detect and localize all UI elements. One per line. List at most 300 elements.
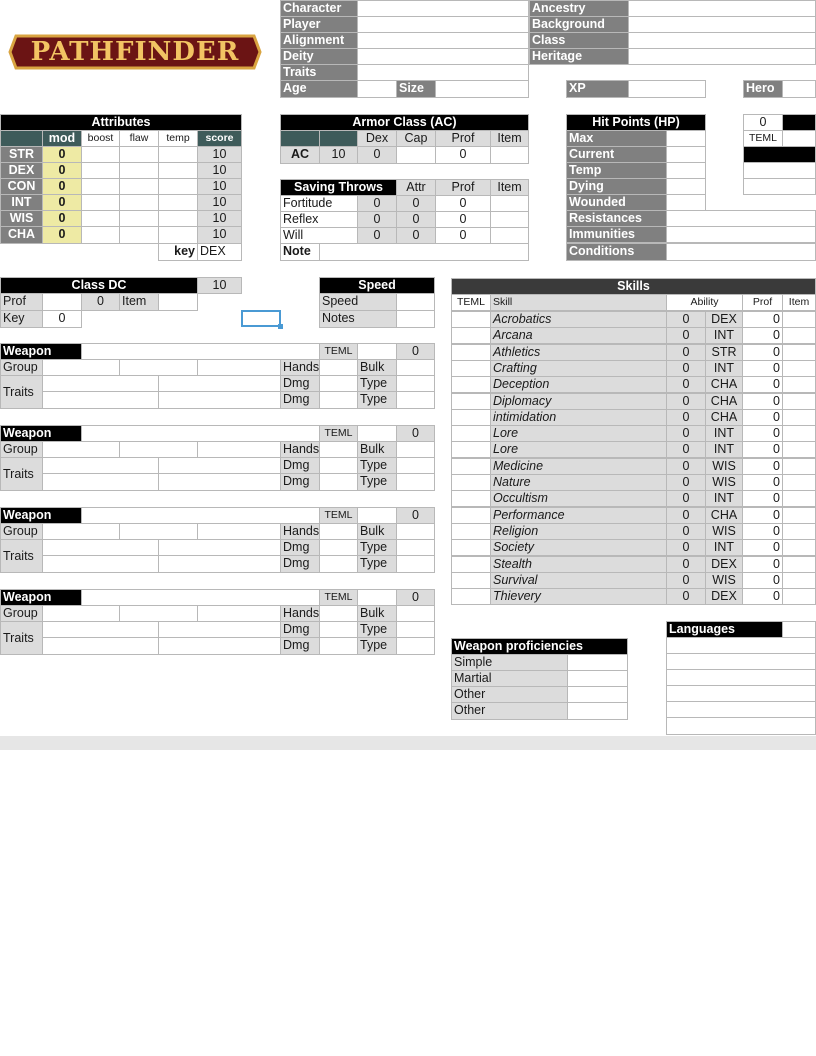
languages-header-field[interactable] — [782, 621, 816, 638]
weapon-dmg-field[interactable] — [319, 473, 358, 491]
skill-ability: CHA — [705, 393, 743, 410]
class-label: Class — [529, 32, 629, 49]
weapon-trait-field[interactable] — [158, 637, 281, 655]
weapon-name-field[interactable] — [81, 343, 320, 360]
hp-current-label: Current — [566, 146, 667, 163]
skill-prof[interactable]: 0 — [742, 327, 783, 344]
weapon-trait-field[interactable] — [158, 473, 281, 491]
hp-resistances-field[interactable] — [666, 210, 816, 227]
attribute-temp[interactable] — [158, 146, 198, 163]
weapon-group-field-2[interactable] — [119, 441, 198, 458]
save-header-prof: Prof — [435, 179, 491, 196]
skill-teml-field[interactable] — [451, 490, 491, 507]
skill-item-field[interactable] — [782, 474, 816, 491]
skill-item-field[interactable] — [782, 393, 816, 410]
skill-teml-field[interactable] — [451, 556, 491, 573]
save-item[interactable] — [490, 195, 529, 212]
weapon-title: Weapon — [0, 507, 82, 524]
weapon-trait-field[interactable] — [158, 621, 281, 638]
ac-header-prof: Prof — [435, 130, 491, 147]
weapon-type-field[interactable] — [396, 555, 435, 573]
skill-prof[interactable]: 0 — [742, 556, 783, 573]
skill-teml-field[interactable] — [451, 523, 491, 540]
speed-label: Speed — [319, 293, 397, 311]
age-label: Age — [280, 80, 358, 98]
proficiency-simple-field[interactable] — [567, 654, 628, 671]
hp-immunities-field[interactable] — [666, 226, 816, 243]
xp-field[interactable] — [628, 80, 706, 98]
hp-dying-label: Dying — [566, 178, 667, 195]
character-field[interactable] — [357, 0, 529, 17]
weapon-teml-label: TEML — [319, 507, 358, 524]
side-field-1[interactable] — [743, 162, 816, 179]
skill-teml-field[interactable] — [451, 425, 491, 442]
skill-teml-field[interactable] — [451, 393, 491, 410]
weapon-dmg-field[interactable] — [319, 457, 358, 474]
weapon-type-label: Type — [357, 637, 397, 655]
weapon-group-field[interactable] — [42, 605, 120, 622]
skill-name: Society — [490, 539, 667, 556]
skill-prof[interactable]: 0 — [742, 344, 783, 361]
skill-item-field[interactable] — [782, 441, 816, 458]
skill-name: Athletics — [490, 344, 667, 361]
skill-item-field[interactable] — [782, 376, 816, 393]
weapon-group-label: Group — [0, 359, 43, 376]
weapon-teml-label: TEML — [319, 343, 358, 360]
side-field-2[interactable] — [743, 178, 816, 195]
selected-cell-highlight[interactable] — [241, 310, 281, 327]
skill-modifier: 0 — [666, 344, 706, 361]
weapon-type-field[interactable] — [396, 539, 435, 556]
weapon-hands-label: Hands — [280, 359, 320, 376]
weapon-attack-value: 0 — [396, 589, 435, 606]
weapon-hands-label: Hands — [280, 523, 320, 540]
weapon-type-field[interactable] — [396, 637, 435, 655]
key-attribute-value[interactable]: DEX — [197, 243, 242, 261]
weapon-bulk-field[interactable] — [396, 441, 435, 458]
skill-item-field[interactable] — [782, 360, 816, 377]
ancestry-field[interactable] — [628, 0, 816, 17]
background-label: Background — [529, 16, 629, 33]
weapon-type-label: Type — [357, 555, 397, 573]
class-dc-key-value[interactable]: 0 — [42, 310, 82, 328]
speed-notes-label: Notes — [319, 310, 397, 328]
skill-item-field[interactable] — [782, 311, 816, 328]
skill-item-field[interactable] — [782, 556, 816, 573]
attribute-name: DEX — [0, 162, 43, 179]
save-attr: 0 — [396, 195, 436, 212]
language-field[interactable] — [666, 701, 816, 718]
weapon-dmg-field[interactable] — [319, 621, 358, 638]
skill-teml-field[interactable] — [451, 344, 491, 361]
skill-prof[interactable]: 0 — [742, 572, 783, 589]
weapon-group-field-3[interactable] — [197, 523, 281, 540]
language-field[interactable] — [666, 717, 816, 735]
weapon-hands-label: Hands — [280, 605, 320, 622]
skill-item-field[interactable] — [782, 327, 816, 344]
save-prof[interactable]: 0 — [435, 211, 491, 228]
class-dc-blank[interactable] — [42, 293, 82, 311]
attribute-score: 10 — [197, 226, 242, 244]
attribute-flaw[interactable] — [119, 194, 159, 211]
skill-item-field[interactable] — [782, 425, 816, 442]
skill-teml-field[interactable] — [451, 458, 491, 475]
skill-modifier: 0 — [666, 441, 706, 458]
skill-teml-field[interactable] — [451, 441, 491, 458]
skill-ability: DEX — [705, 556, 743, 573]
skill-item-field[interactable] — [782, 523, 816, 540]
weapon-bulk-field[interactable] — [396, 359, 435, 376]
size-label: Size — [396, 80, 436, 98]
save-note-label: Note — [280, 243, 320, 261]
attribute-name: WIS — [0, 210, 43, 227]
background-field[interactable] — [628, 16, 816, 33]
size-field[interactable] — [435, 80, 529, 98]
hp-current-field[interactable] — [666, 146, 706, 163]
age-field[interactable] — [357, 80, 397, 98]
weapon-hands-field[interactable] — [319, 359, 358, 376]
attribute-flaw[interactable] — [119, 178, 159, 195]
weapon-dmg-field[interactable] — [319, 637, 358, 655]
skill-ability: WIS — [705, 458, 743, 475]
weapon-name-field[interactable] — [81, 507, 320, 524]
skill-modifier: 0 — [666, 490, 706, 507]
saving-throws-title: Saving Throws — [280, 179, 397, 196]
attribute-boost[interactable] — [81, 178, 120, 195]
weapon-hands-field[interactable] — [319, 605, 358, 622]
weapon-teml-field[interactable] — [357, 589, 397, 606]
ac-header-item: Item — [490, 130, 529, 147]
attributes-title: Attributes — [0, 114, 242, 131]
language-field[interactable] — [666, 653, 816, 670]
class-dc-item-field[interactable] — [158, 293, 198, 311]
save-prof[interactable]: 0 — [435, 227, 491, 244]
skill-teml-field[interactable] — [451, 327, 491, 344]
ac-dex-value: 0 — [357, 146, 397, 164]
save-header-item: Item — [490, 179, 529, 196]
weapon-dmg-field[interactable] — [319, 555, 358, 573]
skill-ability: CHA — [705, 507, 743, 524]
attribute-score: 10 — [197, 178, 242, 195]
skill-teml-field[interactable] — [451, 572, 491, 589]
attribute-flaw[interactable] — [119, 226, 159, 244]
skill-ability: CHA — [705, 409, 743, 426]
weapon-type-field[interactable] — [396, 621, 435, 638]
speed-notes-field[interactable] — [396, 310, 435, 328]
ac-label: AC — [280, 146, 320, 164]
skill-name: Medicine — [490, 458, 667, 475]
save-name: Will — [280, 227, 358, 244]
skill-teml-field[interactable] — [451, 539, 491, 556]
save-item[interactable] — [490, 211, 529, 228]
weapon-trait-field[interactable] — [42, 539, 159, 556]
skill-ability: DEX — [705, 588, 743, 605]
weapon-group-field[interactable] — [42, 359, 120, 376]
weapon-type-label: Type — [357, 539, 397, 556]
weapon-dmg-field[interactable] — [319, 539, 358, 556]
language-field[interactable] — [666, 669, 816, 686]
attribute-temp[interactable] — [158, 194, 198, 211]
skill-ability: STR — [705, 344, 743, 361]
weapon-type-field[interactable] — [396, 473, 435, 491]
proficiency-simple-label: Simple — [451, 654, 568, 671]
skill-prof[interactable]: 0 — [742, 393, 783, 410]
weapon-group-field[interactable] — [42, 441, 120, 458]
attribute-mod: 0 — [42, 226, 82, 244]
skill-name: Diplomacy — [490, 393, 667, 410]
weapon-trait-field[interactable] — [42, 457, 159, 474]
traits-field[interactable] — [357, 64, 529, 81]
skill-teml-field[interactable] — [451, 360, 491, 377]
weapon-type-label: Type — [357, 473, 397, 491]
attr-header-temp: temp — [158, 130, 198, 147]
attribute-boost[interactable] — [81, 194, 120, 211]
attribute-boost[interactable] — [81, 210, 120, 227]
ac-item-field[interactable] — [490, 146, 529, 164]
weapon-group-field-3[interactable] — [197, 605, 281, 622]
weapon-teml-field[interactable] — [357, 425, 397, 442]
hp-resistances-label: Resistances — [566, 210, 667, 227]
save-total: 0 — [357, 227, 397, 244]
weapon-dmg-label: Dmg — [280, 539, 320, 556]
hp-dying-field[interactable] — [666, 178, 706, 195]
save-header-attr: Attr — [396, 179, 436, 196]
proficiency-martial-field[interactable] — [567, 670, 628, 687]
hp-temp-field[interactable] — [666, 162, 706, 179]
logo-text: PATHFINDER — [30, 37, 240, 67]
skill-name: Stealth — [490, 556, 667, 573]
weapon-bulk-label: Bulk — [357, 523, 397, 540]
weapon-type-field[interactable] — [396, 391, 435, 409]
skill-modifier: 0 — [666, 458, 706, 475]
skill-modifier: 0 — [666, 425, 706, 442]
weapon-trait-field[interactable] — [158, 375, 281, 392]
hp-max-field[interactable] — [666, 130, 706, 147]
weapon-trait-field[interactable] — [158, 539, 281, 556]
weapon-dmg-label: Dmg — [280, 621, 320, 638]
languages-title: Languages — [666, 621, 783, 638]
skill-prof[interactable]: 0 — [742, 311, 783, 328]
attribute-score: 10 — [197, 162, 242, 179]
skill-name: Acrobatics — [490, 311, 667, 328]
proficiency-other-field-2[interactable] — [567, 702, 628, 720]
skill-prof[interactable]: 0 — [742, 376, 783, 393]
weapon-group-field-2[interactable] — [119, 523, 198, 540]
skill-prof[interactable]: 0 — [742, 425, 783, 442]
class-dc-prof-value[interactable]: 0 — [81, 293, 120, 311]
skill-teml-field[interactable] — [451, 474, 491, 491]
hp-wounded-field[interactable] — [666, 194, 706, 211]
attribute-flaw[interactable] — [119, 162, 159, 179]
hero-field[interactable] — [782, 80, 816, 98]
skill-item-field[interactable] — [782, 572, 816, 589]
weapon-type-label: Type — [357, 391, 397, 409]
skills-header-prof: Prof — [742, 294, 783, 311]
save-note-field[interactable] — [319, 243, 529, 261]
weapon-trait-field[interactable] — [42, 637, 159, 655]
skill-modifier: 0 — [666, 393, 706, 410]
skill-prof[interactable]: 0 — [742, 539, 783, 556]
attribute-temp[interactable] — [158, 178, 198, 195]
attribute-mod: 0 — [42, 146, 82, 163]
weapon-bulk-label: Bulk — [357, 441, 397, 458]
ac-cap-field[interactable] — [396, 146, 436, 164]
class-dc-prof-label: Prof — [0, 293, 43, 311]
skill-prof[interactable]: 0 — [742, 588, 783, 605]
skill-prof[interactable]: 0 — [742, 458, 783, 475]
skill-prof[interactable]: 0 — [742, 507, 783, 524]
skill-item-field[interactable] — [782, 588, 816, 605]
save-item[interactable] — [490, 227, 529, 244]
weapon-trait-field[interactable] — [158, 457, 281, 474]
page-break-band — [0, 736, 816, 750]
ac-header-blank — [280, 130, 320, 147]
weapon-type-field[interactable] — [396, 375, 435, 392]
deity-field[interactable] — [357, 48, 529, 65]
skill-prof[interactable]: 0 — [742, 523, 783, 540]
skill-prof[interactable]: 0 — [742, 490, 783, 507]
weapon-trait-field[interactable] — [158, 555, 281, 573]
weapon-group-field-2[interactable] — [119, 605, 198, 622]
skill-modifier: 0 — [666, 311, 706, 328]
weapon-trait-field[interactable] — [42, 391, 159, 409]
class-dc-item-label: Item — [119, 293, 159, 311]
weapon-group-field-3[interactable] — [197, 359, 281, 376]
speed-title: Speed — [319, 277, 435, 294]
skill-item-field[interactable] — [782, 409, 816, 426]
side-teml-label: TEML — [743, 130, 783, 147]
skill-modifier: 0 — [666, 376, 706, 393]
skill-item-field[interactable] — [782, 507, 816, 524]
skill-item-field[interactable] — [782, 490, 816, 507]
heritage-label: Heritage — [529, 48, 629, 65]
attribute-mod: 0 — [42, 194, 82, 211]
weapon-bulk-field[interactable] — [396, 605, 435, 622]
weapon-proficiencies-title: Weapon proficiencies — [451, 638, 628, 655]
player-field[interactable] — [357, 16, 529, 33]
save-prof[interactable]: 0 — [435, 195, 491, 212]
weapon-bulk-field[interactable] — [396, 523, 435, 540]
hp-immunities-label: Immunities — [566, 226, 667, 243]
proficiency-other-field[interactable] — [567, 686, 628, 703]
weapon-traits-label: Traits — [0, 375, 43, 409]
attribute-boost[interactable] — [81, 226, 120, 244]
speed-field[interactable] — [396, 293, 435, 311]
weapon-hands-field[interactable] — [319, 523, 358, 540]
weapon-dmg-label: Dmg — [280, 375, 320, 392]
weapon-name-field[interactable] — [81, 425, 320, 442]
language-field[interactable] — [666, 637, 816, 654]
attribute-flaw[interactable] — [119, 146, 159, 163]
save-attr: 0 — [396, 227, 436, 244]
weapon-name-field[interactable] — [81, 589, 320, 606]
weapon-trait-field[interactable] — [42, 375, 159, 392]
skill-name: Performance — [490, 507, 667, 524]
selection-fill-handle[interactable] — [278, 324, 283, 329]
skill-name: Religion — [490, 523, 667, 540]
weapon-hands-field[interactable] — [319, 441, 358, 458]
save-name: Fortitude — [280, 195, 358, 212]
ancestry-label: Ancestry — [529, 0, 629, 17]
attribute-temp[interactable] — [158, 210, 198, 227]
weapon-dmg-field[interactable] — [319, 391, 358, 409]
class-dc-value: 10 — [197, 277, 242, 294]
skill-ability: INT — [705, 360, 743, 377]
weapon-trait-field[interactable] — [42, 555, 159, 573]
ac-prof-value[interactable]: 0 — [435, 146, 491, 164]
skill-item-field[interactable] — [782, 344, 816, 361]
attribute-temp[interactable] — [158, 162, 198, 179]
weapon-dmg-label: Dmg — [280, 473, 320, 491]
language-field[interactable] — [666, 685, 816, 702]
weapon-traits-label: Traits — [0, 457, 43, 491]
weapon-trait-field[interactable] — [42, 621, 159, 638]
skill-ability: INT — [705, 539, 743, 556]
weapon-type-field[interactable] — [396, 457, 435, 474]
weapon-teml-field[interactable] — [357, 507, 397, 524]
class-field[interactable] — [628, 32, 816, 49]
weapon-trait-field[interactable] — [42, 473, 159, 491]
proficiency-martial-label: Martial — [451, 670, 568, 687]
weapon-title: Weapon — [0, 343, 82, 360]
hero-points-value[interactable]: 0 — [743, 114, 783, 131]
weapon-group-field-3[interactable] — [197, 441, 281, 458]
skill-teml-field[interactable] — [451, 588, 491, 605]
skill-teml-field[interactable] — [451, 409, 491, 426]
skills-title: Skills — [451, 278, 816, 295]
skill-item-field[interactable] — [782, 458, 816, 475]
skill-ability: INT — [705, 490, 743, 507]
skill-modifier: 0 — [666, 588, 706, 605]
skill-modifier: 0 — [666, 360, 706, 377]
side-teml-field[interactable] — [782, 130, 816, 147]
heritage-field[interactable] — [628, 48, 816, 65]
skill-prof[interactable]: 0 — [742, 360, 783, 377]
attribute-mod: 0 — [42, 162, 82, 179]
attribute-flaw[interactable] — [119, 210, 159, 227]
ac-header-dex: Dex — [357, 130, 397, 147]
alignment-field[interactable] — [357, 32, 529, 49]
weapon-trait-field[interactable] — [158, 391, 281, 409]
hp-temp-label: Temp — [566, 162, 667, 179]
skill-teml-field[interactable] — [451, 311, 491, 328]
skill-ability: INT — [705, 441, 743, 458]
skill-item-field[interactable] — [782, 539, 816, 556]
skill-teml-field[interactable] — [451, 507, 491, 524]
weapon-type-label: Type — [357, 621, 397, 638]
weapon-group-field[interactable] — [42, 523, 120, 540]
skill-prof[interactable]: 0 — [742, 474, 783, 491]
weapon-teml-field[interactable] — [357, 343, 397, 360]
weapon-title: Weapon — [0, 425, 82, 442]
weapon-dmg-field[interactable] — [319, 375, 358, 392]
attr-header-mod: mod — [42, 130, 82, 147]
skill-name: Lore — [490, 441, 667, 458]
skill-ability: WIS — [705, 572, 743, 589]
attribute-boost[interactable] — [81, 146, 120, 163]
weapon-teml-label: TEML — [319, 425, 358, 442]
attribute-temp[interactable] — [158, 226, 198, 244]
weapon-group-field-2[interactable] — [119, 359, 198, 376]
skill-prof[interactable]: 0 — [742, 409, 783, 426]
skill-prof[interactable]: 0 — [742, 441, 783, 458]
weapon-bulk-label: Bulk — [357, 359, 397, 376]
skills-header-item: Item — [782, 294, 816, 311]
skill-teml-field[interactable] — [451, 376, 491, 393]
hero-label: Hero — [743, 80, 783, 98]
attribute-boost[interactable] — [81, 162, 120, 179]
hp-conditions-field[interactable] — [666, 243, 816, 261]
